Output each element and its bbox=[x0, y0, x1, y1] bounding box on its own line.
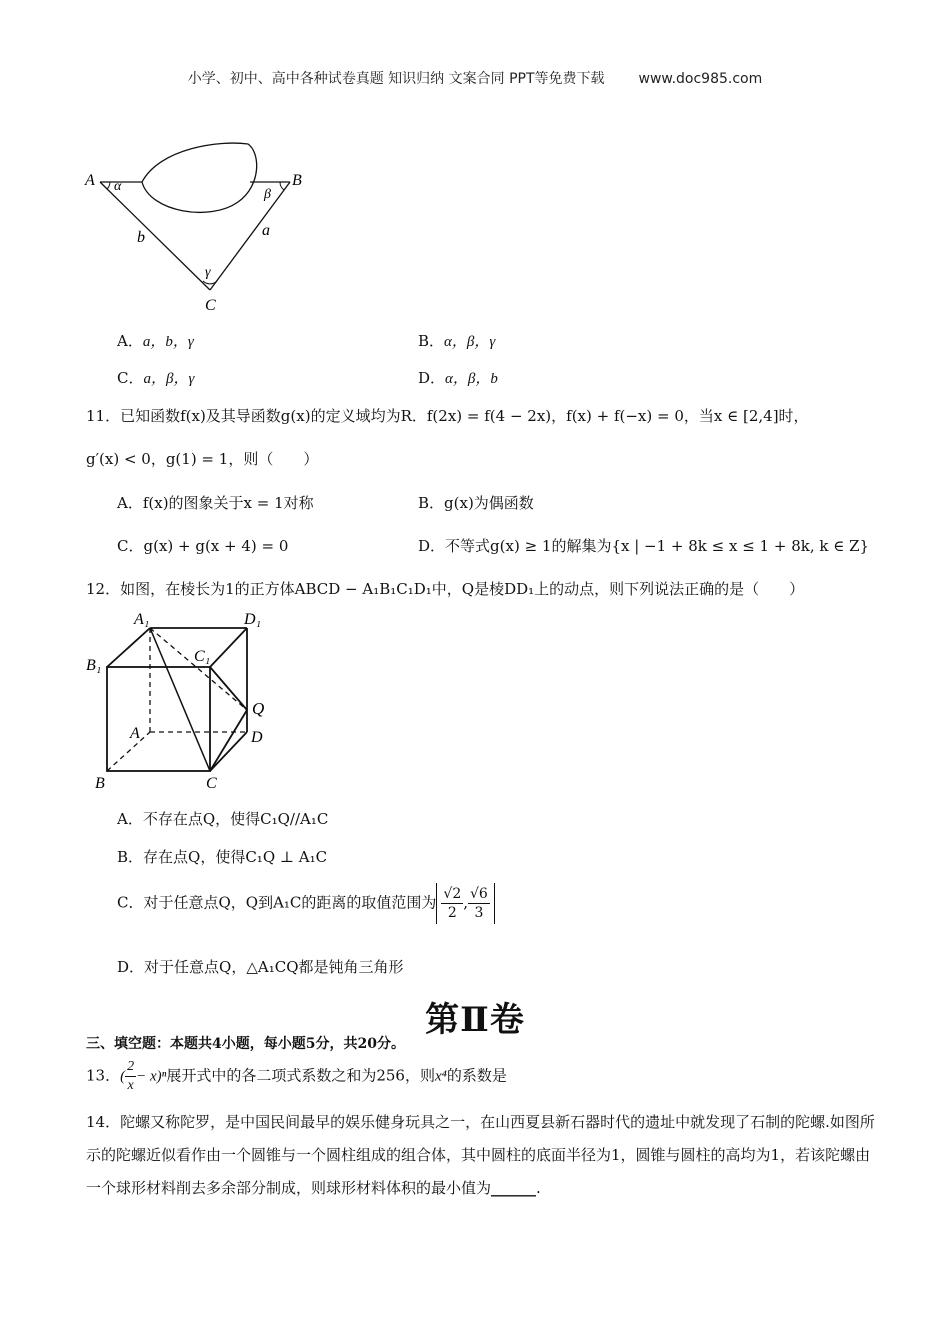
q11-option-a[interactable]: A．f(x)的图象关于x = 1对称 bbox=[117, 494, 314, 512]
q12-option-d[interactable]: D．对于任意点Q，△A₁CQ都是钝角三角形 bbox=[117, 958, 404, 976]
segment-c-q bbox=[210, 710, 247, 771]
q11-option-b[interactable]: B．g(x)为偶函数 bbox=[418, 494, 534, 512]
q12-option-c[interactable]: C．对于任意点Q，Q到A₁C的距离的取值范围为 $\frac{√2}{2}$ , $\frac{√6}{3}$ bbox=[117, 883, 495, 924]
q10-option-a[interactable]: A．a，b，γ bbox=[117, 332, 194, 350]
q10-option-b[interactable]: B．α，β，γ bbox=[418, 332, 496, 350]
lake-shape bbox=[142, 143, 257, 212]
side-b bbox=[100, 182, 210, 290]
header-site: www.doc985.com bbox=[638, 71, 763, 87]
q11-stem-line2: g′(x) < 0，g(1) = 1，则（ ） bbox=[86, 450, 319, 468]
edge-b-a-hidden bbox=[107, 732, 150, 771]
label-alpha: α bbox=[114, 179, 122, 194]
cube-label-c: C bbox=[206, 775, 217, 792]
cube-label-a: A bbox=[130, 725, 140, 742]
cube-label-b: B bbox=[95, 775, 105, 792]
segment-c1-q bbox=[210, 667, 247, 710]
q14-paragraph: 14．陀螺又称陀罗，是中国民间最早的娱乐健身玩具之一，在山西夏县新石器时代的遗址中就发现了石制的陀螺.如图所示的陀螺近似看作由一个圆锥与一个圆柱组成的组合体，其中圆柱的底面半径为1，圆锥与圆柱的高均为1，若该陀螺由一个球形材料削去多余部分制成，则球形材料体积的最小值为______. bbox=[86, 1113, 875, 1197]
label-A: A bbox=[85, 172, 95, 189]
q10-option-c[interactable]: C．a，β，γ bbox=[117, 369, 195, 387]
q12-option-a[interactable]: A．不存在点Q，使得C₁Q//A₁C bbox=[117, 810, 329, 828]
label-beta: β bbox=[264, 187, 271, 202]
label-a: a bbox=[262, 222, 270, 239]
cube-label-d: D bbox=[251, 729, 263, 746]
range-bracket: $\frac{√2}{2}$ , $\frac{√6}{3}$ bbox=[436, 883, 494, 924]
edge-c-d bbox=[210, 732, 247, 771]
q11-option-c[interactable]: C．g(x) + g(x + 4) = 0 bbox=[117, 537, 289, 555]
section-title: 第Ⅱ卷 bbox=[425, 1000, 525, 1040]
label-C: C bbox=[205, 297, 216, 314]
side-a bbox=[210, 182, 290, 290]
edge-b1-a1 bbox=[107, 628, 150, 667]
angle-alpha-arc bbox=[107, 182, 110, 189]
q12-option-b[interactable]: B．存在点Q，使得C₁Q ⊥ A₁C bbox=[117, 848, 328, 866]
cube-label-q: Q bbox=[252, 699, 265, 718]
cube-label-a1: A₁ bbox=[134, 611, 150, 628]
label-gamma: γ bbox=[205, 265, 211, 280]
header-text: 小学、初中、高中各种试卷真题 知识归纳 文案合同 PPT等免费下载 bbox=[187, 71, 605, 87]
cube-label-c1: C₁ bbox=[194, 648, 211, 665]
angle-beta-arc bbox=[280, 182, 284, 190]
section3-heading: 三、填空题：本题共4小题，每小题5分，共20分。 bbox=[86, 1036, 405, 1052]
edge-c1-d1 bbox=[210, 628, 247, 667]
q13-stem: 13．( $\frac{2}{x}$ − x)ⁿ展开式中的各二项式系数之和为256，则x⁴的系数是 bbox=[86, 1059, 507, 1093]
label-b: b bbox=[137, 229, 145, 246]
label-B: B bbox=[292, 172, 302, 189]
segment-a1-q-dashed bbox=[150, 628, 247, 710]
q12-stem: 12．如图，在棱长为1的正方体ABCD − A₁B₁C₁D₁中，Q是棱DD₁上的动点，则下列说法正确的是（ ） bbox=[86, 580, 805, 598]
q10-option-d[interactable]: D．α，β，b bbox=[418, 369, 498, 387]
cube-label-d1: D₁ bbox=[244, 611, 262, 628]
q11-option-d[interactable]: D．不等式g(x) ≥ 1的解集为{x | −1 + 8k ≤ x ≤ 1 + 8k, k ∈ Z} bbox=[418, 537, 870, 555]
cube-front-face bbox=[107, 667, 210, 771]
triangle-lake-figure bbox=[80, 130, 310, 320]
page-header bbox=[0, 68, 950, 88]
q11-stem-line1: 11．已知函数f(x)及其导函数g(x)的定义域均为R．f(2x) = f(4 − 2x)，f(x) + f(−x) = 0，当x ∈ [2,4]时， bbox=[86, 407, 809, 425]
answer-blank[interactable]: ______ bbox=[491, 1179, 537, 1197]
cube-figure bbox=[82, 610, 282, 795]
cube-label-b1: B₁ bbox=[86, 657, 102, 674]
